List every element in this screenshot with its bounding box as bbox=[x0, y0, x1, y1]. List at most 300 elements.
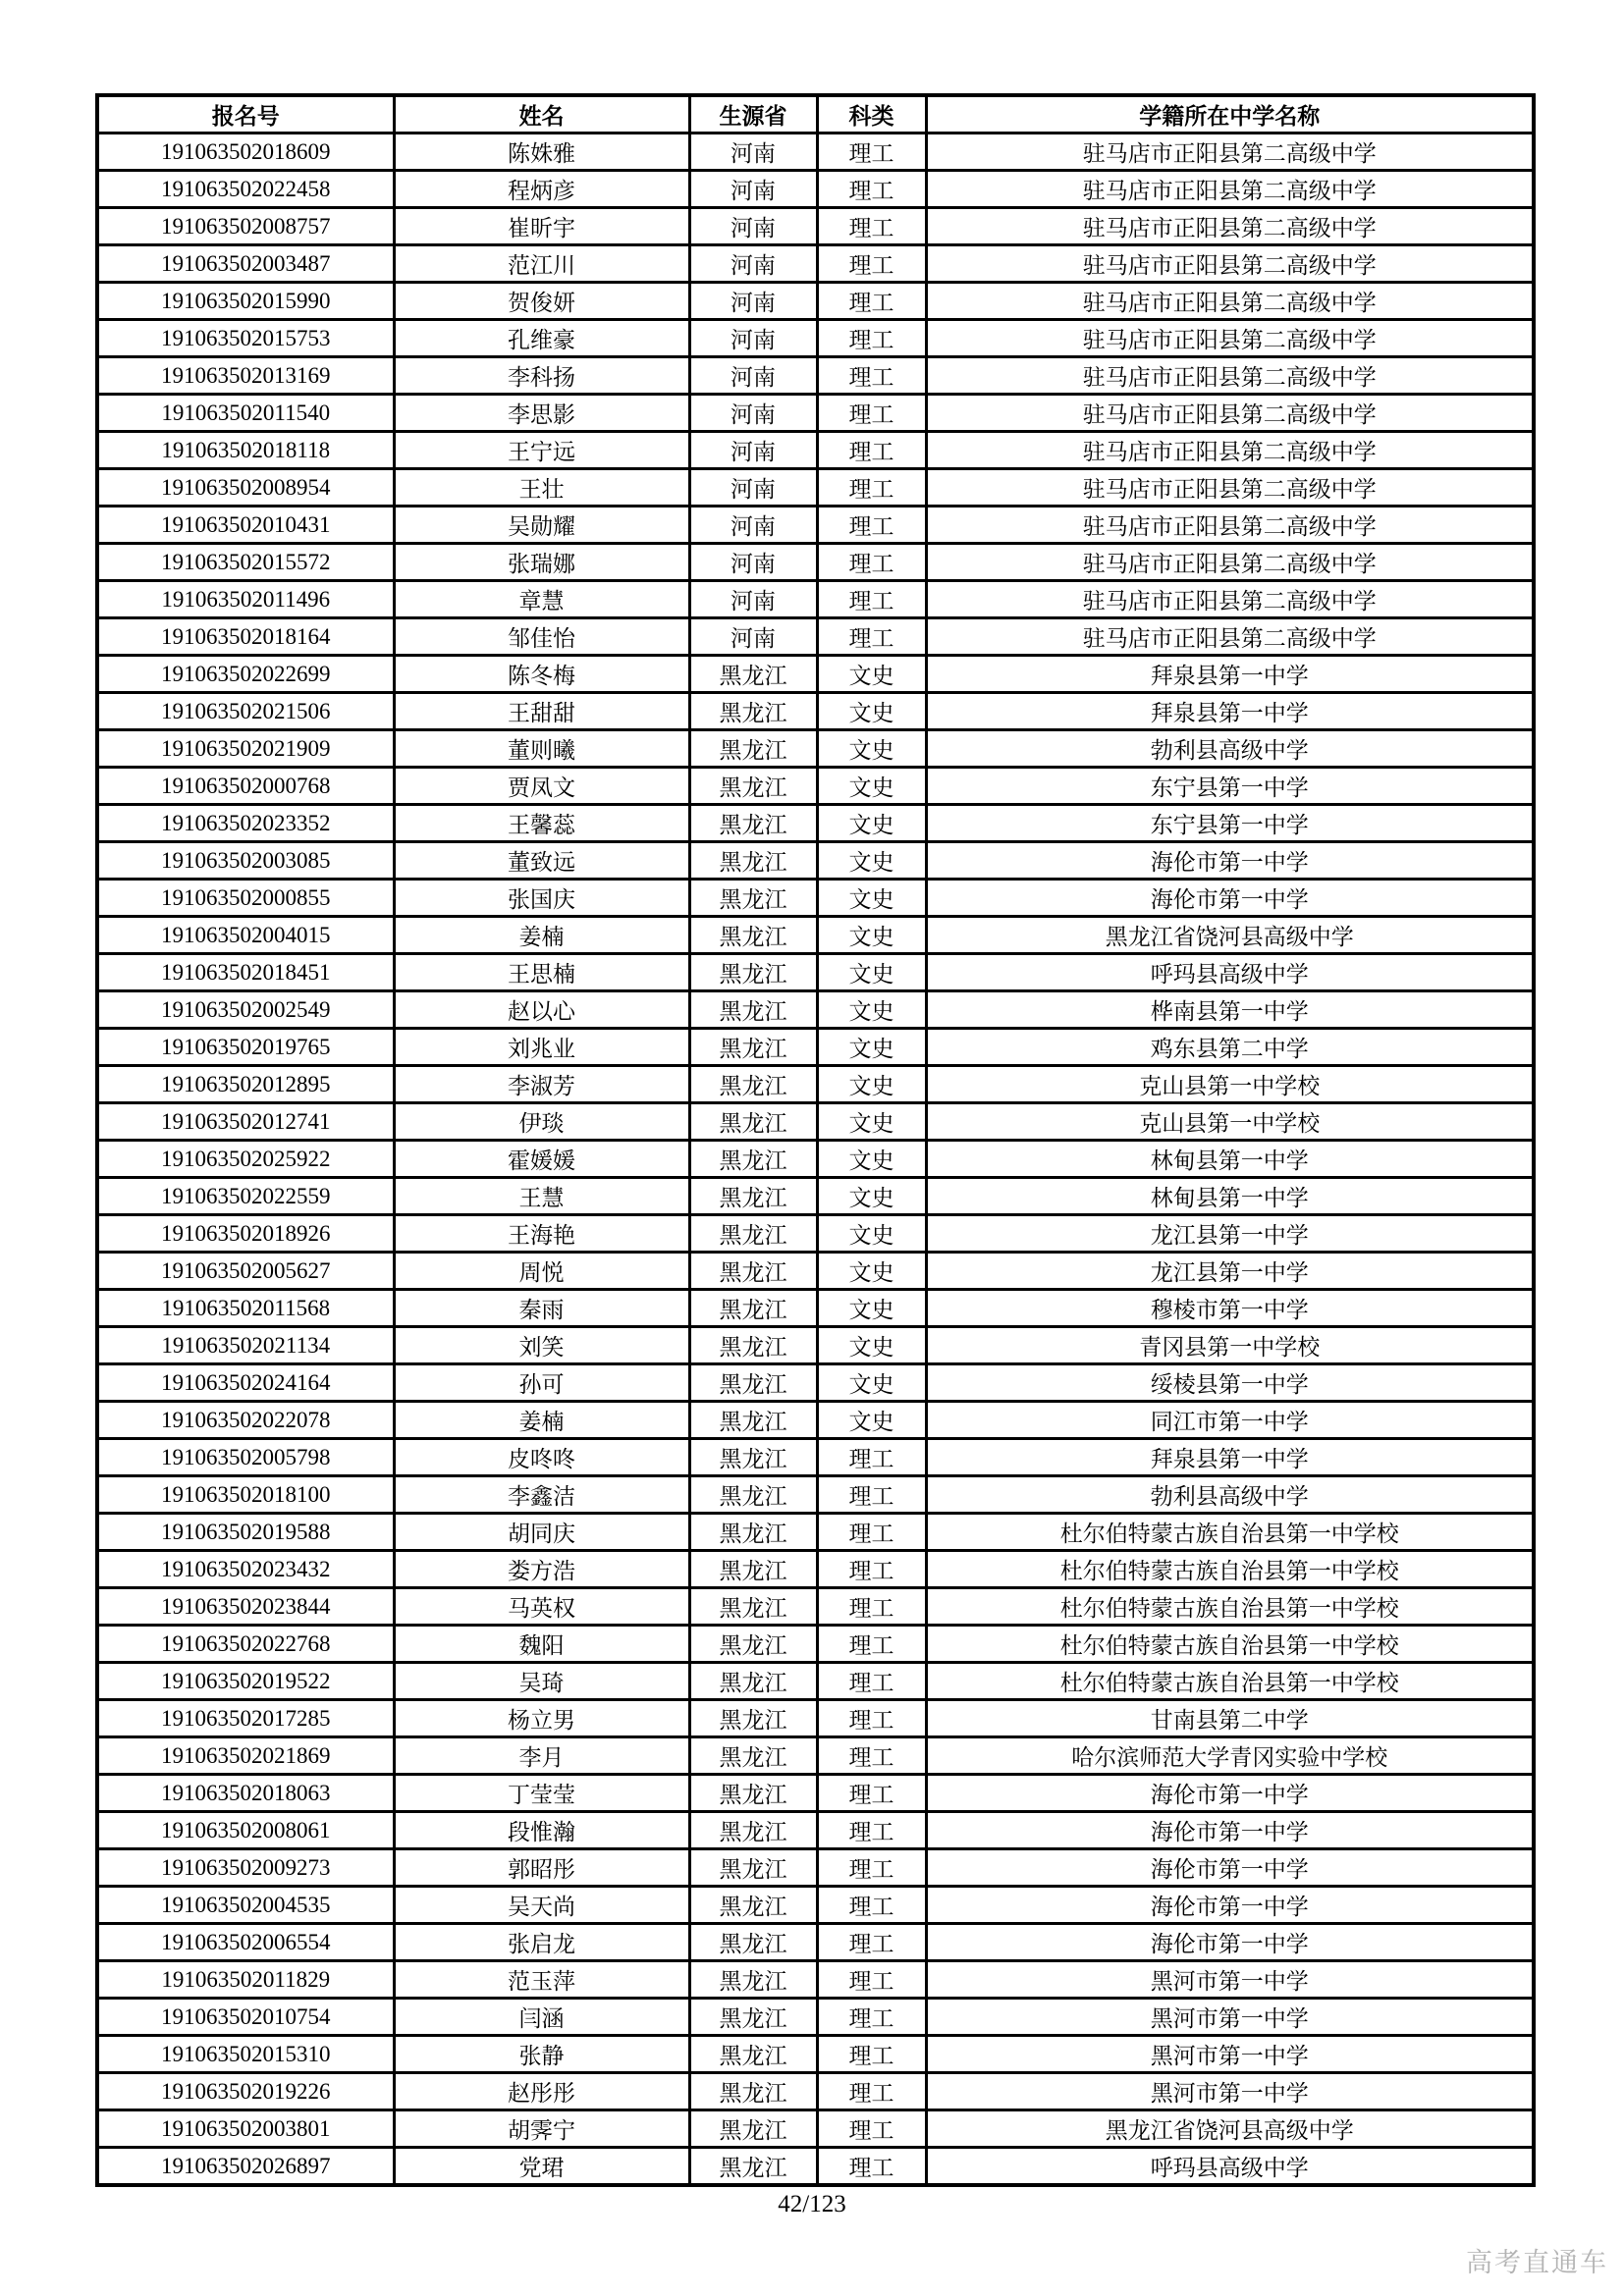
cell-reg-no: 191063502013169 bbox=[97, 357, 394, 395]
cell-category: 文史 bbox=[817, 1178, 926, 1215]
cell-province: 黑龙江 bbox=[689, 1327, 817, 1364]
cell-reg-no: 191063502019226 bbox=[97, 2073, 394, 2110]
cell-school: 拜泉县第一中学 bbox=[926, 656, 1534, 693]
cell-reg-no: 191063502008061 bbox=[97, 1812, 394, 1849]
cell-reg-no: 191063502015572 bbox=[97, 544, 394, 581]
cell-category: 理工 bbox=[817, 2148, 926, 2186]
cell-category: 理工 bbox=[817, 1775, 926, 1812]
cell-province: 黑龙江 bbox=[689, 1215, 817, 1253]
table-row bbox=[97, 842, 1534, 880]
cell-province: 黑龙江 bbox=[689, 954, 817, 991]
cell-reg-no: 191063502018164 bbox=[97, 618, 394, 656]
cell-category: 文史 bbox=[817, 880, 926, 917]
page-number: 42/123 bbox=[778, 2191, 846, 2217]
cell-province: 黑龙江 bbox=[689, 2148, 817, 2186]
cell-name: 胡同庆 bbox=[394, 1514, 689, 1551]
cell-category: 文史 bbox=[817, 768, 926, 805]
cell-province: 河南 bbox=[689, 432, 817, 469]
cell-reg-no: 191063502018118 bbox=[97, 432, 394, 469]
cell-name: 李思影 bbox=[394, 395, 689, 432]
cell-name: 刘笑 bbox=[394, 1327, 689, 1364]
cell-province: 黑龙江 bbox=[689, 1141, 817, 1178]
table-row bbox=[97, 1327, 1534, 1364]
cell-province: 黑龙江 bbox=[689, 1812, 817, 1849]
cell-name: 皮咚咚 bbox=[394, 1439, 689, 1476]
cell-category: 理工 bbox=[817, 432, 926, 469]
cell-province: 河南 bbox=[689, 544, 817, 581]
cell-name: 胡霁宁 bbox=[394, 2110, 689, 2148]
table-row bbox=[97, 133, 1534, 171]
cell-province: 黑龙江 bbox=[689, 693, 817, 730]
cell-name: 赵以心 bbox=[394, 991, 689, 1029]
cell-category: 理工 bbox=[817, 245, 926, 283]
table-header-row bbox=[97, 95, 1534, 133]
cell-category: 理工 bbox=[817, 1551, 926, 1588]
cell-school: 桦南县第一中学 bbox=[926, 991, 1534, 1029]
cell-reg-no: 191063502003801 bbox=[97, 2110, 394, 2148]
cell-category: 理工 bbox=[817, 395, 926, 432]
cell-category: 文史 bbox=[817, 917, 926, 954]
table-row bbox=[97, 283, 1534, 320]
cell-school: 黑河市第一中学 bbox=[926, 1999, 1534, 2036]
table-row bbox=[97, 768, 1534, 805]
cell-category: 理工 bbox=[817, 283, 926, 320]
cell-school: 驻马店市正阳县第二高级中学 bbox=[926, 469, 1534, 507]
table-row bbox=[97, 1626, 1534, 1663]
cell-category: 文史 bbox=[817, 991, 926, 1029]
cell-province: 河南 bbox=[689, 469, 817, 507]
cell-reg-no: 191063502006554 bbox=[97, 1924, 394, 1961]
cell-name: 郭昭彤 bbox=[394, 1849, 689, 1887]
cell-category: 文史 bbox=[817, 1103, 926, 1141]
cell-name: 党珺 bbox=[394, 2148, 689, 2186]
table-row bbox=[97, 1887, 1534, 1924]
cell-province: 黑龙江 bbox=[689, 917, 817, 954]
cell-province: 黑龙江 bbox=[689, 1551, 817, 1588]
cell-name: 王海艳 bbox=[394, 1215, 689, 1253]
cell-province: 黑龙江 bbox=[689, 1663, 817, 1700]
cell-name: 杨立男 bbox=[394, 1700, 689, 1737]
watermark: 高考直通车 bbox=[1466, 2248, 1608, 2277]
cell-name: 李科扬 bbox=[394, 357, 689, 395]
cell-reg-no: 191063502021134 bbox=[97, 1327, 394, 1364]
cell-province: 黑龙江 bbox=[689, 1066, 817, 1103]
cell-school: 驻马店市正阳县第二高级中学 bbox=[926, 581, 1534, 618]
cell-school: 驻马店市正阳县第二高级中学 bbox=[926, 432, 1534, 469]
cell-name: 贾凤文 bbox=[394, 768, 689, 805]
table-row bbox=[97, 1849, 1534, 1887]
table-row bbox=[97, 1141, 1534, 1178]
cell-province: 黑龙江 bbox=[689, 1849, 817, 1887]
table-row bbox=[97, 2036, 1534, 2073]
cell-name: 王宁远 bbox=[394, 432, 689, 469]
cell-reg-no: 191063502019765 bbox=[97, 1029, 394, 1066]
cell-province: 河南 bbox=[689, 507, 817, 544]
cell-category: 文史 bbox=[817, 805, 926, 842]
cell-province: 黑龙江 bbox=[689, 1290, 817, 1327]
cell-school: 驻马店市正阳县第二高级中学 bbox=[926, 283, 1534, 320]
cell-school: 驻马店市正阳县第二高级中学 bbox=[926, 395, 1534, 432]
cell-school: 呼玛县高级中学 bbox=[926, 2148, 1534, 2186]
cell-category: 理工 bbox=[817, 1812, 926, 1849]
table-row bbox=[97, 171, 1534, 208]
cell-reg-no: 191063502010754 bbox=[97, 1999, 394, 2036]
cell-province: 黑龙江 bbox=[689, 1737, 817, 1775]
cell-category: 理工 bbox=[817, 507, 926, 544]
cell-province: 黑龙江 bbox=[689, 1887, 817, 1924]
table-row bbox=[97, 1775, 1534, 1812]
cell-province: 黑龙江 bbox=[689, 1253, 817, 1290]
cell-category: 理工 bbox=[817, 133, 926, 171]
cell-reg-no: 191063502003085 bbox=[97, 842, 394, 880]
cell-school: 绥棱县第一中学 bbox=[926, 1364, 1534, 1402]
cell-reg-no: 191063502023432 bbox=[97, 1551, 394, 1588]
cell-category: 理工 bbox=[817, 1588, 926, 1626]
table-row bbox=[97, 357, 1534, 395]
cell-category: 理工 bbox=[817, 1924, 926, 1961]
cell-school: 龙江县第一中学 bbox=[926, 1253, 1534, 1290]
cell-province: 河南 bbox=[689, 395, 817, 432]
cell-category: 文史 bbox=[817, 1215, 926, 1253]
table-row bbox=[97, 880, 1534, 917]
table-row bbox=[97, 320, 1534, 357]
cell-name: 范玉萍 bbox=[394, 1961, 689, 1999]
cell-school: 海伦市第一中学 bbox=[926, 880, 1534, 917]
cell-school: 勃利县高级中学 bbox=[926, 1476, 1534, 1514]
table-row bbox=[97, 395, 1534, 432]
cell-category: 理工 bbox=[817, 1961, 926, 1999]
cell-category: 文史 bbox=[817, 1402, 926, 1439]
table-row bbox=[97, 1029, 1534, 1066]
table-row bbox=[97, 544, 1534, 581]
cell-category: 理工 bbox=[817, 357, 926, 395]
table-row bbox=[97, 805, 1534, 842]
table-row bbox=[97, 1066, 1534, 1103]
cell-school: 驻马店市正阳县第二高级中学 bbox=[926, 357, 1534, 395]
cell-reg-no: 191063502000855 bbox=[97, 880, 394, 917]
cell-province: 黑龙江 bbox=[689, 2110, 817, 2148]
cell-reg-no: 191063502015990 bbox=[97, 283, 394, 320]
cell-province: 黑龙江 bbox=[689, 1775, 817, 1812]
cell-name: 吴琦 bbox=[394, 1663, 689, 1700]
table-row bbox=[97, 1439, 1534, 1476]
cell-school: 勃利县高级中学 bbox=[926, 730, 1534, 768]
cell-name: 闫涵 bbox=[394, 1999, 689, 2036]
cell-category: 理工 bbox=[817, 1849, 926, 1887]
cell-reg-no: 191063502021909 bbox=[97, 730, 394, 768]
cell-school: 鸡东县第二中学 bbox=[926, 1029, 1534, 1066]
table-row bbox=[97, 1178, 1534, 1215]
cell-reg-no: 191063502002549 bbox=[97, 991, 394, 1029]
cell-reg-no: 191063502008757 bbox=[97, 208, 394, 245]
header-school: 学籍所在中学名称 bbox=[926, 95, 1534, 133]
cell-name: 张启龙 bbox=[394, 1924, 689, 1961]
table-row bbox=[97, 1364, 1534, 1402]
cell-school: 甘南县第二中学 bbox=[926, 1700, 1534, 1737]
cell-province: 黑龙江 bbox=[689, 805, 817, 842]
cell-school: 海伦市第一中学 bbox=[926, 842, 1534, 880]
cell-school: 杜尔伯特蒙古族自治县第一中学校 bbox=[926, 1514, 1534, 1551]
cell-province: 黑龙江 bbox=[689, 1924, 817, 1961]
cell-school: 驻马店市正阳县第二高级中学 bbox=[926, 618, 1534, 656]
cell-reg-no: 191063502022768 bbox=[97, 1626, 394, 1663]
cell-category: 理工 bbox=[817, 1626, 926, 1663]
cell-school: 克山县第一中学校 bbox=[926, 1103, 1534, 1141]
cell-name: 伊琰 bbox=[394, 1103, 689, 1141]
cell-province: 黑龙江 bbox=[689, 2073, 817, 2110]
cell-reg-no: 191063502018609 bbox=[97, 133, 394, 171]
cell-reg-no: 191063502025922 bbox=[97, 1141, 394, 1178]
cell-name: 李淑芳 bbox=[394, 1066, 689, 1103]
cell-school: 拜泉县第一中学 bbox=[926, 693, 1534, 730]
cell-category: 文史 bbox=[817, 1253, 926, 1290]
table-row bbox=[97, 954, 1534, 991]
cell-category: 理工 bbox=[817, 2110, 926, 2148]
cell-school: 杜尔伯特蒙古族自治县第一中学校 bbox=[926, 1663, 1534, 1700]
cell-school: 林甸县第一中学 bbox=[926, 1141, 1534, 1178]
cell-school: 黑河市第一中学 bbox=[926, 1961, 1534, 1999]
cell-reg-no: 191063502011540 bbox=[97, 395, 394, 432]
table-row bbox=[97, 991, 1534, 1029]
cell-name: 李鑫洁 bbox=[394, 1476, 689, 1514]
cell-name: 秦雨 bbox=[394, 1290, 689, 1327]
header-category: 科类 bbox=[817, 95, 926, 133]
cell-category: 文史 bbox=[817, 730, 926, 768]
cell-name: 吴勋耀 bbox=[394, 507, 689, 544]
cell-reg-no: 191063502019588 bbox=[97, 1514, 394, 1551]
cell-name: 程炳彦 bbox=[394, 171, 689, 208]
table-row bbox=[97, 693, 1534, 730]
cell-school: 海伦市第一中学 bbox=[926, 1849, 1534, 1887]
cell-reg-no: 191063502022699 bbox=[97, 656, 394, 693]
cell-name: 魏阳 bbox=[394, 1626, 689, 1663]
cell-school: 海伦市第一中学 bbox=[926, 1775, 1534, 1812]
cell-province: 黑龙江 bbox=[689, 656, 817, 693]
cell-province: 黑龙江 bbox=[689, 1700, 817, 1737]
table-body bbox=[97, 133, 1534, 2186]
cell-name: 陈姝雅 bbox=[394, 133, 689, 171]
cell-reg-no: 191063502018100 bbox=[97, 1476, 394, 1514]
header-province: 生源省 bbox=[689, 95, 817, 133]
cell-province: 黑龙江 bbox=[689, 1514, 817, 1551]
cell-name: 王甜甜 bbox=[394, 693, 689, 730]
cell-province: 黑龙江 bbox=[689, 1439, 817, 1476]
table-row bbox=[97, 245, 1534, 283]
cell-province: 河南 bbox=[689, 208, 817, 245]
cell-category: 理工 bbox=[817, 1663, 926, 1700]
table-row bbox=[97, 1663, 1534, 1700]
table-row bbox=[97, 1961, 1534, 1999]
cell-reg-no: 191063502015753 bbox=[97, 320, 394, 357]
table-row bbox=[97, 2073, 1534, 2110]
table-row bbox=[97, 581, 1534, 618]
cell-name: 刘兆业 bbox=[394, 1029, 689, 1066]
cell-school: 驻马店市正阳县第二高级中学 bbox=[926, 208, 1534, 245]
cell-province: 黑龙江 bbox=[689, 880, 817, 917]
cell-reg-no: 191063502000768 bbox=[97, 768, 394, 805]
cell-school: 驻马店市正阳县第二高级中学 bbox=[926, 171, 1534, 208]
cell-school: 杜尔伯特蒙古族自治县第一中学校 bbox=[926, 1551, 1534, 1588]
cell-province: 黑龙江 bbox=[689, 768, 817, 805]
cell-name: 马英权 bbox=[394, 1588, 689, 1626]
cell-reg-no: 191063502021506 bbox=[97, 693, 394, 730]
cell-school: 黑河市第一中学 bbox=[926, 2073, 1534, 2110]
cell-category: 理工 bbox=[817, 581, 926, 618]
table-row bbox=[97, 1924, 1534, 1961]
cell-province: 黑龙江 bbox=[689, 1103, 817, 1141]
cell-reg-no: 191063502011829 bbox=[97, 1961, 394, 1999]
cell-category: 文史 bbox=[817, 1066, 926, 1103]
cell-reg-no: 191063502012895 bbox=[97, 1066, 394, 1103]
cell-school: 海伦市第一中学 bbox=[926, 1924, 1534, 1961]
cell-category: 理工 bbox=[817, 2036, 926, 2073]
cell-name: 章慧 bbox=[394, 581, 689, 618]
table-row bbox=[97, 1700, 1534, 1737]
table-row bbox=[97, 2148, 1534, 2186]
cell-category: 文史 bbox=[817, 1290, 926, 1327]
cell-category: 理工 bbox=[817, 208, 926, 245]
cell-category: 理工 bbox=[817, 1700, 926, 1737]
cell-name: 张静 bbox=[394, 2036, 689, 2073]
cell-name: 姜楠 bbox=[394, 1402, 689, 1439]
cell-name: 霍媛媛 bbox=[394, 1141, 689, 1178]
cell-school: 杜尔伯特蒙古族自治县第一中学校 bbox=[926, 1626, 1534, 1663]
table-row bbox=[97, 1215, 1534, 1253]
cell-name: 段惟瀚 bbox=[394, 1812, 689, 1849]
table-row bbox=[97, 1402, 1534, 1439]
cell-school: 驻马店市正阳县第二高级中学 bbox=[926, 133, 1534, 171]
table-row bbox=[97, 1551, 1534, 1588]
cell-school: 黑龙江省饶河县高级中学 bbox=[926, 2110, 1534, 2148]
table-row bbox=[97, 656, 1534, 693]
table-row bbox=[97, 507, 1534, 544]
cell-category: 文史 bbox=[817, 1029, 926, 1066]
cell-name: 姜楠 bbox=[394, 917, 689, 954]
table-row bbox=[97, 618, 1534, 656]
cell-name: 赵彤彤 bbox=[394, 2073, 689, 2110]
cell-category: 理工 bbox=[817, 1514, 926, 1551]
table-row bbox=[97, 432, 1534, 469]
cell-category: 理工 bbox=[817, 1887, 926, 1924]
cell-province: 河南 bbox=[689, 320, 817, 357]
table-row bbox=[97, 1103, 1534, 1141]
cell-reg-no: 191063502012741 bbox=[97, 1103, 394, 1141]
cell-province: 河南 bbox=[689, 618, 817, 656]
cell-school: 杜尔伯特蒙古族自治县第一中学校 bbox=[926, 1588, 1534, 1626]
cell-province: 河南 bbox=[689, 283, 817, 320]
cell-name: 李月 bbox=[394, 1737, 689, 1775]
cell-name: 王馨蕊 bbox=[394, 805, 689, 842]
cell-category: 理工 bbox=[817, 320, 926, 357]
cell-school: 黑河市第一中学 bbox=[926, 2036, 1534, 2073]
cell-category: 文史 bbox=[817, 1327, 926, 1364]
cell-reg-no: 191063502011496 bbox=[97, 581, 394, 618]
cell-reg-no: 191063502023844 bbox=[97, 1588, 394, 1626]
cell-reg-no: 191063502005627 bbox=[97, 1253, 394, 1290]
cell-reg-no: 191063502018063 bbox=[97, 1775, 394, 1812]
cell-name: 董则曦 bbox=[394, 730, 689, 768]
cell-name: 陈冬梅 bbox=[394, 656, 689, 693]
cell-province: 河南 bbox=[689, 581, 817, 618]
table-row bbox=[97, 1812, 1534, 1849]
cell-reg-no: 191063502021869 bbox=[97, 1737, 394, 1775]
table-row bbox=[97, 1253, 1534, 1290]
cell-province: 黑龙江 bbox=[689, 1178, 817, 1215]
cell-category: 文史 bbox=[817, 1141, 926, 1178]
header-name: 姓名 bbox=[394, 95, 689, 133]
cell-name: 邹佳怡 bbox=[394, 618, 689, 656]
table-row bbox=[97, 1588, 1534, 1626]
cell-province: 黑龙江 bbox=[689, 991, 817, 1029]
cell-name: 范江川 bbox=[394, 245, 689, 283]
cell-province: 河南 bbox=[689, 357, 817, 395]
cell-name: 张国庆 bbox=[394, 880, 689, 917]
cell-province: 河南 bbox=[689, 133, 817, 171]
cell-category: 文史 bbox=[817, 693, 926, 730]
cell-category: 理工 bbox=[817, 618, 926, 656]
cell-school: 龙江县第一中学 bbox=[926, 1215, 1534, 1253]
cell-school: 穆棱市第一中学 bbox=[926, 1290, 1534, 1327]
cell-reg-no: 191063502003487 bbox=[97, 245, 394, 283]
table-row bbox=[97, 208, 1534, 245]
table-row bbox=[97, 2110, 1534, 2148]
cell-province: 黑龙江 bbox=[689, 1626, 817, 1663]
cell-province: 黑龙江 bbox=[689, 730, 817, 768]
table-row bbox=[97, 1999, 1534, 2036]
cell-school: 拜泉县第一中学 bbox=[926, 1439, 1534, 1476]
cell-reg-no: 191063502019522 bbox=[97, 1663, 394, 1700]
cell-school: 黑龙江省饶河县高级中学 bbox=[926, 917, 1534, 954]
cell-reg-no: 191063502015310 bbox=[97, 2036, 394, 2073]
cell-category: 理工 bbox=[817, 1999, 926, 2036]
cell-school: 林甸县第一中学 bbox=[926, 1178, 1534, 1215]
cell-school: 东宁县第一中学 bbox=[926, 805, 1534, 842]
cell-reg-no: 191063502005798 bbox=[97, 1439, 394, 1476]
cell-reg-no: 191063502004015 bbox=[97, 917, 394, 954]
table-row bbox=[97, 469, 1534, 507]
cell-category: 文史 bbox=[817, 1364, 926, 1402]
cell-category: 理工 bbox=[817, 1737, 926, 1775]
table-row bbox=[97, 730, 1534, 768]
cell-name: 丁莹莹 bbox=[394, 1775, 689, 1812]
cell-school: 驻马店市正阳县第二高级中学 bbox=[926, 507, 1534, 544]
cell-category: 理工 bbox=[817, 469, 926, 507]
cell-school: 青冈县第一中学校 bbox=[926, 1327, 1534, 1364]
cell-school: 驻马店市正阳县第二高级中学 bbox=[926, 544, 1534, 581]
cell-school: 海伦市第一中学 bbox=[926, 1812, 1534, 1849]
cell-reg-no: 191063502017285 bbox=[97, 1700, 394, 1737]
cell-name: 董致远 bbox=[394, 842, 689, 880]
cell-province: 河南 bbox=[689, 171, 817, 208]
cell-reg-no: 191063502026897 bbox=[97, 2148, 394, 2186]
table-row bbox=[97, 917, 1534, 954]
cell-school: 东宁县第一中学 bbox=[926, 768, 1534, 805]
cell-reg-no: 191063502010431 bbox=[97, 507, 394, 544]
cell-province: 黑龙江 bbox=[689, 2036, 817, 2073]
cell-province: 黑龙江 bbox=[689, 1402, 817, 1439]
cell-reg-no: 191063502011568 bbox=[97, 1290, 394, 1327]
cell-school: 海伦市第一中学 bbox=[926, 1887, 1534, 1924]
cell-reg-no: 191063502022559 bbox=[97, 1178, 394, 1215]
cell-reg-no: 191063502008954 bbox=[97, 469, 394, 507]
cell-name: 贺俊妍 bbox=[394, 283, 689, 320]
table-row bbox=[97, 1476, 1534, 1514]
cell-reg-no: 191063502024164 bbox=[97, 1364, 394, 1402]
cell-school: 同江市第一中学 bbox=[926, 1402, 1534, 1439]
cell-category: 理工 bbox=[817, 2073, 926, 2110]
cell-name: 王壮 bbox=[394, 469, 689, 507]
cell-reg-no: 191063502022078 bbox=[97, 1402, 394, 1439]
